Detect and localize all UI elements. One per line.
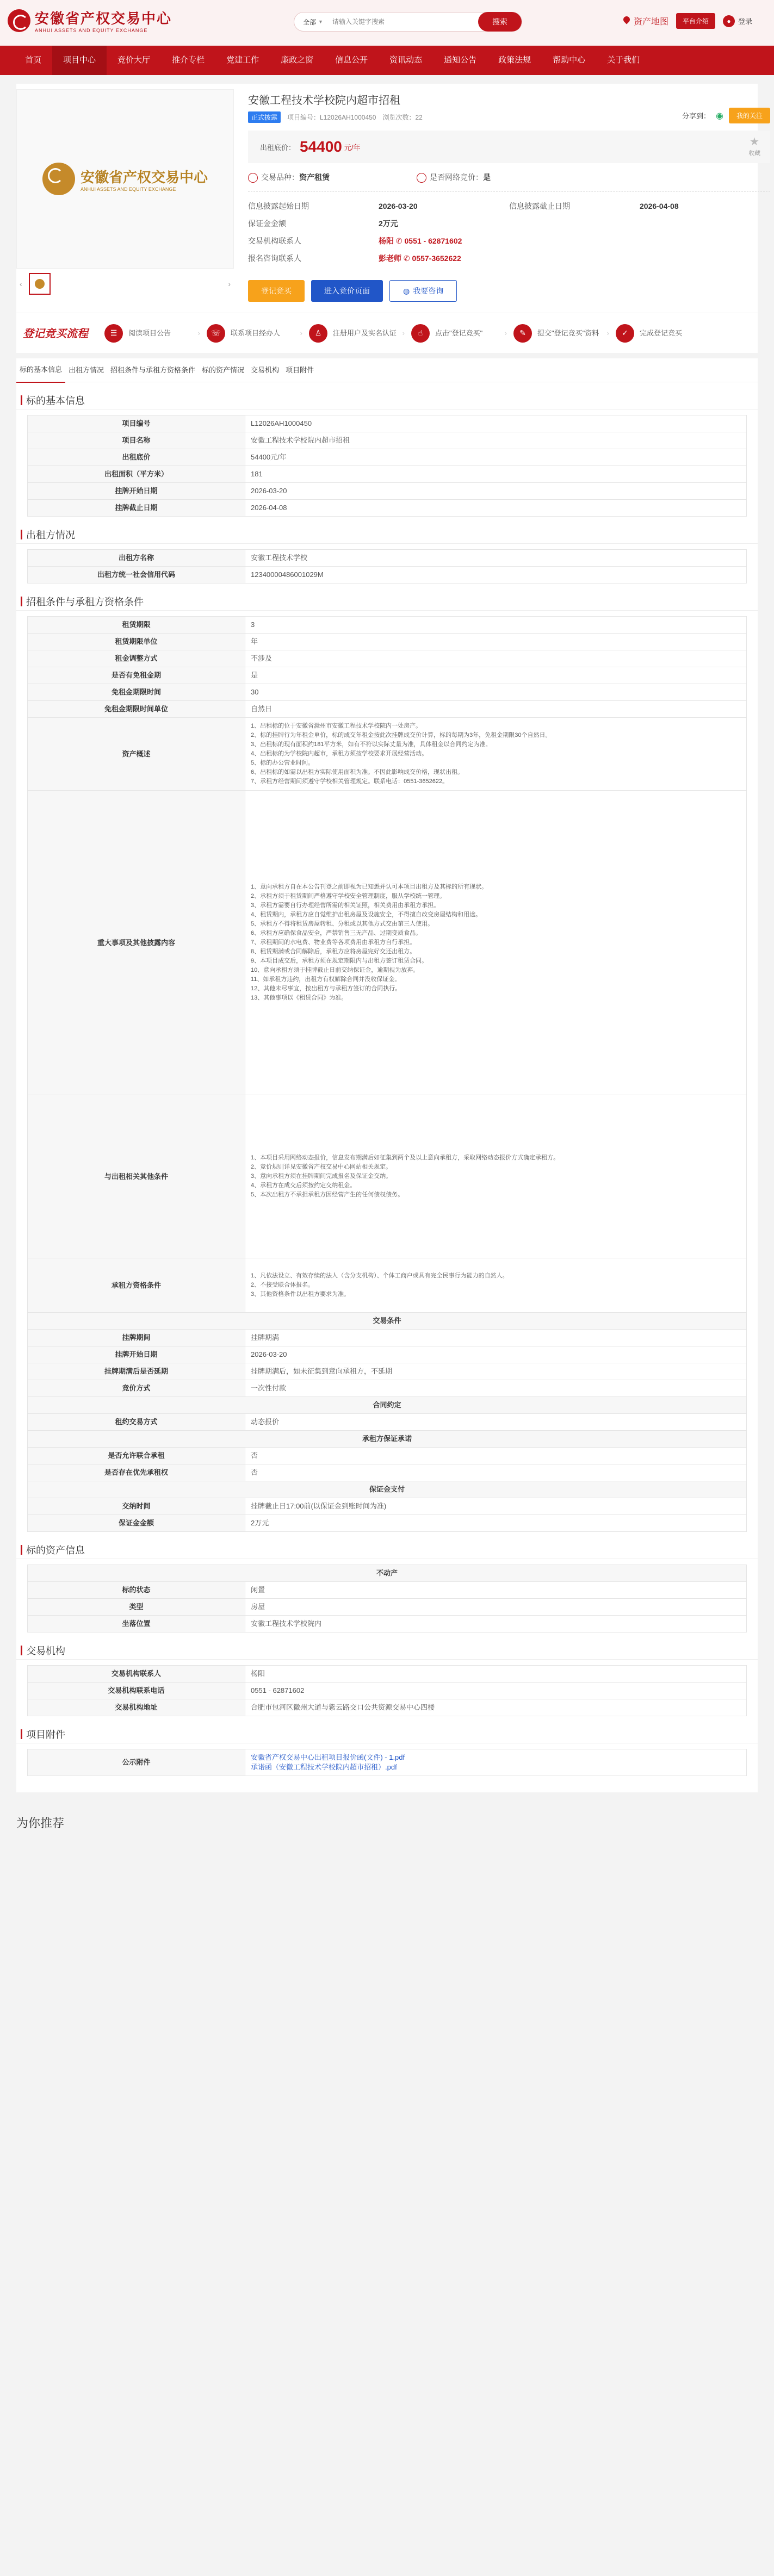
paragraph: 4、承租方在成交后须按约定交纳租金。 [251, 1182, 356, 1189]
row-label: 竞价方式 [28, 1380, 245, 1397]
table-row: 重大事项及其他披露内容 1、意向承租方自在本公告刊登之前即视为已知悉并认可本项目出租方及其标的所有现状。 2、承租方须于租赁期间严格遵守学校安全管理制度，服从学校统一管理。 3、承租方需要自行办理经营所需的相关证照，相关费用由承租方承担。 4、租赁期内，承租方应自觉维护出租房屋及设施安全，不得擅自改变房屋结构和用途。 5、承租方不得将租赁房屋转租、分租或以其他方式交由第三人使用。 6、承租方应确保食品安全，严禁销售三无产品、过期变质食品。 7、承租期间的水电费、物业费等各项费用由承租方自行承担。 8、租赁期满或合同解除后，承租方应将房屋完好交还出租方。 9、本项目成交后，承租方须在规定期限内与出租方签订租赁合同。 10、意向承租方须于挂牌截止日前交纳保证金，逾期视为放弃。 11、如承租方违约，出租方有权解除合同并没收保证金。 12、其他未尽事宜，按出租方与承租方签订的合同执行。 13、其他事项以《租赁合同》为准。 [28, 791, 747, 1095]
table-row [28, 1363, 747, 1380]
paragraph: 9、本项目成交后，承租方须在规定期限内与出租方签订租赁合同。 [251, 958, 428, 965]
row-label: 租金调整方式 [28, 650, 245, 667]
table-row [28, 1699, 747, 1716]
table-row [28, 432, 747, 449]
detail-tabs [16, 358, 758, 382]
table-row [28, 684, 747, 701]
thumbnail[interactable] [29, 273, 51, 295]
row-label: 出租底价 [28, 449, 245, 466]
row-value: 安徽工程技术学校院内 [245, 1616, 747, 1632]
row-value: 2026-03-20 [245, 1346, 747, 1363]
sub-title: 不动产 [28, 1565, 747, 1582]
table-row: 资产概述 1、出租标的位于安徽省滁州市安徽工程技术学校院内一处房产。 2、标的挂牌行为年租金单价，标的成交年租金按此次挂牌成交价计算，标的每期为3年，免租金期限30个自然日。 3、出租标的现有面积约181平方米，如有不符以实际丈量为准，具体租金以合同约定为准。 4、出租标的为学校院内超市，承租方须按学校要求开展经营活动。 5、标的办公营业时间。 6、出租标的如需以出租方实际使用面积为准。不因此影响成交价格，现状出租。 7、承租方经营期间须遵守学校相关管理规定。联系电话：0551-3652622。 [28, 718, 747, 791]
row-label: 标的状态 [28, 1582, 245, 1599]
paragraph: 12、其他未尽事宜，按出租方与承租方签订的合同执行。 [251, 985, 401, 992]
process-step: ☝ 点击"登记竞买" › [411, 324, 513, 343]
process-brand: 登记竞买流程 [23, 326, 88, 340]
row-label: 交易机构联系人 [28, 1666, 245, 1683]
paragraph: 4、租赁期内，承租方应自觉维护出租房屋及设施安全，不得擅自改变房屋结构和用途。 [251, 911, 482, 918]
asset-table [27, 1565, 747, 1632]
paragraph: 5、承租方不得将租赁房屋转租、分租或以其他方式交由第三人使用。 [251, 921, 434, 928]
nav-info-public[interactable]: 信息公开 [335, 55, 368, 65]
conditions-table [27, 616, 747, 1532]
row-label: 类型 [28, 1599, 245, 1616]
follow-button[interactable]: 我的关注 [729, 108, 770, 123]
paragraph: 10、意向承租方须于挂牌截止日前交纳保证金，逾期视为放弃。 [251, 967, 419, 974]
disclosure-end: 2026-04-08 [640, 202, 679, 211]
sub-title: 交易条件 [28, 1313, 747, 1330]
paragraph: 5、标的办公营业时间。 [251, 760, 314, 767]
row-label: 挂牌开始日期 [28, 483, 245, 500]
search-box [294, 12, 522, 32]
chevron-left-icon[interactable]: ‹ [20, 280, 22, 288]
user-icon: ● [723, 15, 735, 27]
row-label: 保证金金额 [28, 1515, 245, 1532]
table-row [28, 550, 747, 567]
table-row [28, 617, 747, 634]
submit-icon: ✎ [513, 324, 532, 343]
enter-bidding-button[interactable]: 进入竞价页面 [311, 280, 383, 302]
deposit-amount: 2万元 [379, 219, 398, 228]
row-label: 交易机构地址 [28, 1699, 245, 1716]
paragraph: 3、承租方需要自行办理经营所需的相关证照，相关费用由承租方承担。 [251, 902, 440, 909]
online-bidding: 是 [483, 173, 491, 182]
table-row: 与出租相关其他条件 1、本项目采用网络动态报价，信息发布期满后如征集到两个及以上意向承租方，采取网络动态报价方式确定承租方。 2、竞价规则详见安徽省产权交易中心网站相关规定。 3、意向承租方须在挂牌期间完成报名及保证金交纳。 4、承租方在成交后须按约定交纳租金。 5、本次出租方不承担承租方因经营产生的任何债权债务。 [28, 1095, 747, 1258]
row-value: 否 [245, 1464, 747, 1481]
row-value: 挂牌期满 [245, 1330, 747, 1346]
row-label: 租赁期限单位 [28, 634, 245, 650]
nav-home[interactable]: 首页 [25, 55, 42, 65]
nav-about[interactable]: 关于我们 [607, 55, 640, 65]
table-row [28, 449, 747, 466]
contact-icon: ☏ [207, 324, 225, 343]
section-attach-title: 项目附件 [16, 1725, 758, 1743]
row-value: 否 [245, 1448, 747, 1464]
sub-title: 合同约定 [28, 1397, 747, 1414]
row-label: 出租方统一社会信用代码 [28, 567, 245, 584]
nav-policies[interactable]: 政策法规 [498, 55, 531, 65]
nav-news[interactable]: 资讯动态 [389, 55, 423, 65]
recommend-title: 为你推荐 [16, 1816, 65, 1830]
read-icon: ☰ [104, 324, 123, 343]
detail-tabs-panel [16, 358, 758, 1792]
nav-project-center[interactable]: 项目中心 [52, 46, 107, 75]
paragraph: 1、出租标的位于安徽省滁州市安徽工程技术学校院内一处房产。 [251, 723, 422, 730]
row-label: 出租面积（平方米） [28, 466, 245, 483]
gallery [16, 89, 234, 302]
process-step: ☏ 联系项目经办人 › [207, 324, 309, 343]
contact1-name: 杨阳 [379, 237, 394, 246]
price-value: 54400 [300, 138, 342, 155]
table-row [28, 1448, 747, 1464]
row-value: 动态报价 [245, 1414, 747, 1431]
tab-basic-info[interactable]: 标的基本信息 [16, 358, 65, 383]
section-asset-title: 标的资产信息 [16, 1541, 758, 1559]
row-value: 年 [245, 634, 747, 650]
top-header [0, 0, 774, 46]
row-value: 安徽工程技术学校院内超市招租 [245, 432, 747, 449]
chat-icon: ◍ [403, 286, 410, 295]
paragraph: 13、其他事项以《租赁合同》为准。 [251, 995, 348, 1002]
paragraph: 4、出租标的为学校院内超市，承租方须按学校要求开展经营活动。 [251, 750, 428, 758]
search-button[interactable]: 搜索 [478, 12, 522, 32]
process-step: ✓ 完成登记竞买 [616, 324, 718, 343]
favorite-button[interactable]: ★ 收藏 [748, 136, 760, 157]
user-icon: ♙ [309, 324, 327, 343]
row-value: 自然日 [245, 701, 747, 718]
sub-title: 保证金支付 [28, 1481, 747, 1498]
chevron-right-icon: › [606, 329, 609, 338]
main-nav [0, 46, 774, 75]
share-icon[interactable]: ◉ [716, 111, 723, 121]
contact2-phone: 0557-3652622 [412, 254, 461, 263]
category-icon [248, 173, 258, 183]
row-label: 交易机构联系电话 [28, 1683, 245, 1699]
row-value: 30 [245, 684, 747, 701]
table-row [28, 1464, 747, 1481]
nav-help[interactable]: 帮助中心 [553, 55, 586, 65]
nav-bidding-hall[interactable]: 竞价大厅 [117, 55, 151, 65]
search-scope-select[interactable]: 全部 ▼ [303, 18, 323, 26]
nav-integrity[interactable]: 廉政之窗 [281, 55, 314, 65]
site-logo[interactable] [8, 8, 172, 33]
paragraph: 1、意向承租方自在本公告刊登之前即视为已知悉并认可本项目出租方及其标的所有现状。 [251, 884, 488, 891]
paragraph: 7、承租期间的水电费、物业费等各项费用由承租方自行承担。 [251, 939, 416, 946]
main-image [16, 89, 234, 269]
nav-promotion[interactable]: 推介专栏 [172, 55, 205, 65]
row-label: 挂牌期间 [28, 1330, 245, 1346]
row-value: 挂牌期满后，如未征集到意向承租方，不延期 [245, 1363, 747, 1380]
phone-icon: ✆ [395, 237, 403, 246]
chevron-right-icon: › [402, 329, 405, 338]
chevron-right-icon: › [300, 329, 302, 338]
attachment-link[interactable]: 安徽省产权交易中心出租项目报价函(文件) - 1.pdf [251, 1753, 405, 1762]
section-org-title: 交易机构 [16, 1641, 758, 1660]
row-label: 项目编号 [28, 415, 245, 432]
row-value: 0551 - 62871602 [245, 1683, 747, 1699]
row-value: 是 [245, 667, 747, 684]
project-detail-card: 安徽省产权交易中心 ANHUI ASSETS AND EQUITY EXCHANGE ‹ › 安徽工程技术学校院内超市招租 正式披露 项目编号：L12026AH1000450 浏览次数：22 分享到： ◉ 我的关注 出租底价： 54400 元/年 ★ 收藏 交易品种：资产租赁 是否网络竞价：是 信息披露起始日期 2026-03-20 信息披露截止日期 2026-04-08 保证金金额 2万元 交易机构联系人 杨阳 ✆ 0551 - 62871602 报名咨询联系人 彭老师 ✆ 0557-3652622 登记竞买 进入竞价页面 ◍ 我要咨询 [16, 84, 758, 313]
row-label: 出租方名称 [28, 550, 245, 567]
row-label: 坐落位置 [28, 1616, 245, 1632]
attachment-link[interactable]: 承诺函（安徽工程技术学校院内超市招租）.pdf [251, 1763, 397, 1772]
row-value: L12026AH1000450 [245, 415, 747, 432]
table-row [28, 1666, 747, 1683]
row-value: 12340000486001029M [245, 567, 747, 584]
basic-info-table [27, 415, 747, 517]
logo-text-en: ANHUI ASSETS AND EQUITY EXCHANGE [35, 28, 148, 33]
table-row [28, 567, 747, 584]
table-row [28, 1599, 747, 1616]
other-conditions [245, 1095, 747, 1258]
section-basic-title: 标的基本信息 [16, 391, 758, 409]
chevron-right-icon: › [197, 329, 200, 338]
chevron-right-icon[interactable]: › [228, 280, 231, 288]
table-row [28, 701, 747, 718]
paragraph: 7、承租方经营期间须遵守学校相关管理规定。联系电话：0551-3652622。 [251, 778, 449, 785]
paragraph: 2、承租方须于租赁期间严格遵守学校安全管理制度，服从学校统一管理。 [251, 893, 446, 900]
paragraph: 3、其他资格条件以出租方要求为准。 [251, 1291, 350, 1298]
row-label: 项目名称 [28, 432, 245, 449]
consult-button[interactable]: ◍ 我要咨询 [389, 280, 457, 302]
row-label: 挂牌开始日期 [28, 1346, 245, 1363]
process-step: ♙ 注册用户及实名认证 › [309, 324, 411, 343]
star-icon: ★ [750, 136, 759, 148]
row-value: 一次性付款 [245, 1380, 747, 1397]
major-disclosure [245, 791, 747, 1095]
section-conditions-title: 招租条件与承租方资格条件 [16, 592, 758, 611]
table-row [28, 1515, 747, 1532]
image-logo-en: ANHUI ASSETS AND EQUITY EXCHANGE [80, 186, 176, 192]
row-label: 是否允许联合承租 [28, 1448, 245, 1464]
asset-map-link[interactable]: 资产地图 [623, 15, 668, 27]
nav-party-building[interactable]: 党建工作 [226, 55, 259, 65]
view-count: 22 [415, 114, 423, 121]
lessor-table [27, 549, 747, 584]
paragraph: 1、本项目采用网络动态报价，信息发布期满后如征集到两个及以上意向承租方，采取网络动态报价方式确定承租方。 [251, 1154, 560, 1162]
image-logo-cn: 安徽省产权交易中心 [80, 169, 208, 186]
row-value: 闲置 [245, 1582, 747, 1599]
row-label: 免租金期限时间 [28, 684, 245, 701]
location-icon [623, 16, 630, 26]
paragraph: 6、出租标的如需以出租方实际使用面积为准。不因此影响成交价格，现状出租。 [251, 769, 464, 776]
row-value: 54400元/年 [245, 449, 747, 466]
table-row [28, 634, 747, 650]
row-label: 是否存在优先承租权 [28, 1464, 245, 1481]
platform-intro-button[interactable]: 平台介绍 [676, 13, 715, 29]
disclosure-start: 2026-03-20 [379, 202, 418, 211]
row-value: 杨阳 [245, 1666, 747, 1683]
table-row [28, 1330, 747, 1346]
row-value: 2万元 [245, 1515, 747, 1532]
table-row [28, 483, 747, 500]
project-title: 安徽工程技术学校院内超市招租 [248, 95, 400, 107]
paragraph: 1、凡依法设立、有效存续的法人（含分支机构）、个体工商户或具有完全民事行为能力的自然人。 [251, 1273, 509, 1280]
project-number: L12026AH1000450 [320, 114, 376, 121]
bid-process-bar [16, 313, 758, 353]
chevron-right-icon: › [504, 329, 507, 338]
tab-attachments[interactable]: 项目附件 [286, 365, 314, 374]
process-step: ☰ 阅读项目公告 › [104, 324, 207, 343]
status-badge: 正式披露 [248, 111, 281, 123]
tab-asset[interactable]: 标的资产情况 [202, 365, 245, 374]
paragraph: 3、出租标的现有面积约181平方米，如有不符以实际丈量为准，具体租金以合同约定为准。 [251, 741, 492, 748]
tab-conditions[interactable]: 招租条件与承租方资格条件 [110, 365, 196, 374]
tab-org[interactable]: 交易机构 [251, 365, 280, 374]
table-row [28, 466, 747, 483]
check-icon: ✓ [616, 324, 634, 343]
paragraph: 6、承租方应确保食品安全，严禁销售三无产品、过期变质食品。 [251, 930, 422, 937]
row-value: 2026-03-20 [245, 483, 747, 500]
table-row [28, 1414, 747, 1431]
row-value: 不涉及 [245, 650, 747, 667]
table-row: 公示附件 安徽省产权交易中心出租项目报价函(文件) - 1.pdf 承诺函（安徽工程技术学校院内超市招租）.pdf [28, 1749, 747, 1776]
row-label: 免租金期限时间单位 [28, 701, 245, 718]
contact2-name: 彭老师 [379, 254, 401, 263]
table-row [28, 1346, 747, 1363]
row-label: 租赁期限 [28, 617, 245, 634]
row-label: 交纳时间 [28, 1498, 245, 1515]
nav-notices[interactable]: 通知公告 [444, 55, 477, 65]
lessee-qualifications [245, 1258, 747, 1313]
logo-icon [8, 9, 30, 32]
table-row: 承租方资格条件 1、凡依法设立、有效存续的法人（含分支机构）、个体工商户或具有完全民事行为能力的自然人。 2、不接受联合体报名。 3、其他资格条件以出租方要求为准。 [28, 1258, 747, 1313]
row-value: 合肥市包河区徽州大道与紫云路交口公共资源交易中心四楼 [245, 1699, 747, 1716]
contact1-phone: 0551 - 62871602 [404, 237, 462, 246]
phone-icon: ✆ [403, 254, 410, 263]
row-label: 租约交易方式 [28, 1414, 245, 1431]
paragraph: 11、如承租方违约，出租方有权解除合同并没收保证金。 [251, 976, 401, 983]
trade-type: 资产租赁 [299, 173, 330, 182]
section-lessor-title: 出租方情况 [16, 525, 758, 544]
price-box: 出租底价： 54400 元/年 ★ 收藏 [248, 131, 770, 163]
row-value: 房屋 [245, 1599, 747, 1616]
table-row [28, 1616, 747, 1632]
share-label: 分享到： [682, 112, 711, 120]
logo-icon [42, 163, 75, 195]
paragraph: 8、租赁期满或合同解除后，承租方应将房屋完好交还出租方。 [251, 948, 416, 955]
paragraph: 5、本次出租方不承担承租方因经营产生的任何债权债务。 [251, 1191, 404, 1199]
click-icon: ☝ [411, 324, 430, 343]
table-row [28, 1683, 747, 1699]
org-table [27, 1665, 747, 1716]
table-row [28, 650, 747, 667]
table-row [28, 1380, 747, 1397]
row-label: 挂牌截止日期 [28, 500, 245, 517]
row-label: 挂牌期满后是否延期 [28, 1363, 245, 1380]
attachments-table [27, 1749, 747, 1776]
recommend-section [0, 1803, 774, 1869]
row-value: 安徽工程技术学校 [245, 550, 747, 567]
chevron-down-icon: ▼ [318, 19, 323, 24]
register-bid-button[interactable]: 登记竞买 [248, 280, 305, 302]
asset-overview [245, 718, 747, 791]
table-row [28, 415, 747, 432]
row-value: 挂牌截止日17:00前(以保证金到账时间为准) [245, 1498, 747, 1515]
table-row [28, 667, 747, 684]
paragraph: 2、不接受联合体报名。 [251, 1282, 314, 1289]
process-step: ✎ 提交"登记竞买"资料 › [513, 324, 616, 343]
tab-lessor[interactable]: 出租方情况 [69, 365, 104, 374]
table-row [28, 1582, 747, 1599]
row-value: 181 [245, 466, 747, 483]
network-icon [417, 173, 426, 183]
login-link[interactable]: ● 登录 [723, 15, 752, 27]
table-row [28, 1498, 747, 1515]
paragraph: 2、标的挂牌行为年租金单价，标的成交年租金按此次挂牌成交价计算，标的每期为3年，免租金期限30个自然日。 [251, 732, 552, 739]
row-value: 2026-04-08 [245, 500, 747, 517]
row-value: 3 [245, 617, 747, 634]
logo-text-cn: 安徽省产权交易中心 [35, 11, 172, 27]
row-label: 是否有免租金期 [28, 667, 245, 684]
paragraph: 2、竞价规则详见安徽省产权交易中心网站相关规定。 [251, 1164, 392, 1171]
sub-title: 承租方保证承诺 [28, 1431, 747, 1448]
paragraph: 3、意向承租方须在挂牌期间完成报名及保证金交纳。 [251, 1173, 392, 1180]
table-row [28, 500, 747, 517]
